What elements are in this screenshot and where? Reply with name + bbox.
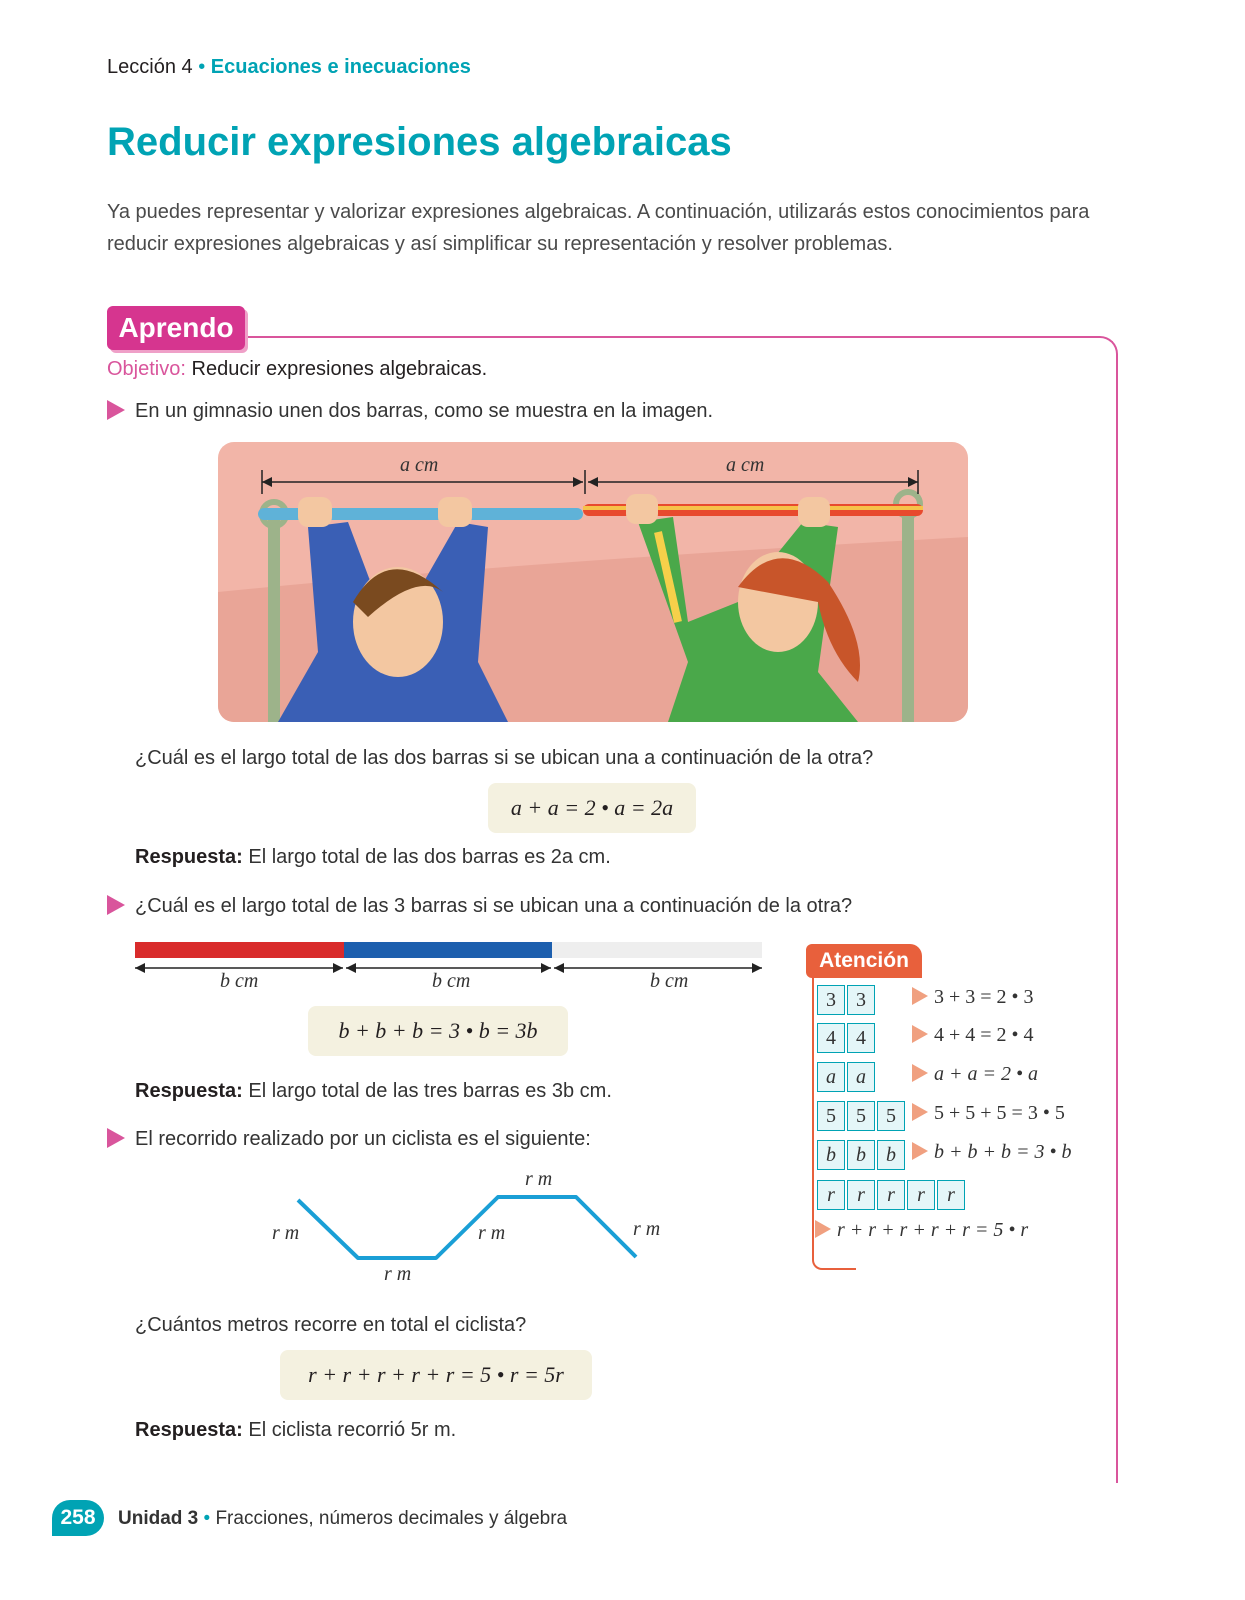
problem1-equation: a + a = 2 • a = 2a (488, 783, 696, 833)
atencion-row-5-equation: b + b + b = 3 • b (912, 1141, 1072, 1164)
cyclist-path-svg (290, 1190, 650, 1270)
lesson-breadcrumb (107, 56, 471, 79)
bar-label-b-1: b cm (220, 970, 259, 992)
red-bar (135, 942, 344, 958)
atencion-row-1-equation: 3 + 3 = 2 • 3 (912, 986, 1034, 1009)
unit-title: Fracciones, números decimales y álgebra (215, 1508, 568, 1529)
cell: 5 (877, 1101, 905, 1131)
problem1-statement (107, 400, 713, 423)
path-label-1: r m (272, 1222, 300, 1244)
atencion-row-6-equation: r + r + r + r + r = 5 • r (815, 1219, 1028, 1242)
atencion-row-1-cells (817, 985, 877, 1015)
bar-label-b-2: b cm (432, 970, 471, 992)
objective-label: Objetivo: (107, 358, 186, 380)
cell: r (817, 1180, 845, 1210)
cell: a (847, 1062, 875, 1092)
answer-text: El largo total de las dos barras es 2a cm. (248, 846, 611, 868)
bar-label-2: a cm (726, 454, 765, 476)
answer-text: El largo total de las tres barras es 3b cm. (248, 1080, 612, 1102)
arrow-icon (815, 1220, 831, 1238)
atencion-row-4-equation: 5 + 5 + 5 = 3 • 5 (912, 1102, 1065, 1125)
atencion-row-2-equation: 4 + 4 = 2 • 4 (912, 1024, 1034, 1047)
intro-paragraph: Ya puedes representar y valorizar expresiones algebraicas. A continuación, utilizarás estos conocimientos para reducir expresiones algebraicas y así simplificar su representación y resolver problemas. (107, 201, 1090, 255)
cell: 5 (817, 1101, 845, 1131)
blue-bar (344, 942, 552, 958)
atencion-row-2-cells (817, 1023, 877, 1053)
problem2-equation: b + b + b = 3 • b = 3b (308, 1006, 568, 1056)
answer-label: Respuesta: (135, 846, 243, 868)
arrow-icon (912, 1142, 928, 1160)
lesson-topic: Ecuaciones e inecuaciones (210, 56, 471, 78)
cell: 3 (817, 985, 845, 1015)
arrow-icon (912, 987, 928, 1005)
cell: r (937, 1180, 965, 1210)
cell: 4 (817, 1023, 845, 1053)
problem2-question-text: ¿Cuál es el largo total de las 3 barras si se ubican una a continuación de la otra? (135, 895, 853, 917)
aprendo-badge: Aprendo (107, 306, 245, 350)
objective (107, 358, 487, 381)
answer-label: Respuesta: (135, 1419, 243, 1441)
gym-bars-svg (218, 442, 968, 722)
separator-dot: • (198, 56, 206, 78)
page-title: Reducir expresiones algebraicas (107, 120, 732, 164)
bar-label-1: a cm (400, 454, 439, 476)
separator-dot: • (203, 1508, 211, 1529)
cell: b (817, 1140, 845, 1170)
bullet-arrow-icon (107, 895, 125, 915)
cell: b (847, 1140, 875, 1170)
atencion-title: Atención (806, 944, 922, 978)
problem3-question: ¿Cuántos metros recorre en total el ciclista? (135, 1314, 527, 1336)
page-number: 258 (52, 1500, 104, 1536)
arrow-icon (912, 1103, 928, 1121)
white-bar (552, 942, 762, 958)
objective-text: Reducir expresiones algebraicas. (191, 358, 488, 380)
path-label-2: r m (384, 1263, 412, 1285)
path-label-3: r m (478, 1222, 506, 1244)
problem1-question: ¿Cuál es el largo total de las dos barras si se ubican una a continuación de la otra? (135, 747, 874, 769)
problem3-statement-text: El recorrido realizado por un ciclista es el siguiente: (135, 1128, 591, 1150)
path-label-5: r m (633, 1218, 661, 1240)
problem3-statement (107, 1128, 591, 1151)
arrow-icon (912, 1064, 928, 1082)
problem1-answer (135, 846, 611, 869)
atencion-row-6-cells (817, 1180, 967, 1210)
bar-label-b-3: b cm (650, 970, 689, 992)
cell: 4 (847, 1023, 875, 1053)
problem1-statement-text: En un gimnasio unen dos barras, como se muestra en la imagen. (135, 400, 714, 422)
arrow-icon (912, 1025, 928, 1043)
bullet-arrow-icon (107, 1128, 125, 1148)
bullet-arrow-icon (107, 400, 125, 420)
cell: 5 (847, 1101, 875, 1131)
problem2-answer (135, 1080, 612, 1103)
answer-label: Respuesta: (135, 1080, 243, 1102)
problem3-equation: r + r + r + r + r = 5 • r = 5r (280, 1350, 592, 1400)
atencion-row-3-equation: a + a = 2 • a (912, 1063, 1038, 1086)
cell: r (847, 1180, 875, 1210)
atencion-row-5-cells (817, 1140, 907, 1170)
cyclist-path-diagram (290, 1190, 650, 1270)
problem3-answer (135, 1419, 456, 1442)
footer-unit (118, 1508, 567, 1530)
path-label-4: r m (525, 1168, 553, 1190)
answer-text: El ciclista recorrió 5r m. (248, 1419, 457, 1441)
atencion-row-3-cells (817, 1062, 877, 1092)
cell: r (877, 1180, 905, 1210)
atencion-row-4-cells (817, 1101, 907, 1131)
gym-bars-illustration (218, 442, 968, 722)
problem2-question (107, 895, 852, 918)
cell: r (907, 1180, 935, 1210)
unit-label: Unidad 3 (118, 1508, 199, 1529)
cell: 3 (847, 985, 875, 1015)
cell: a (817, 1062, 845, 1092)
lesson-number: Lección 4 (107, 56, 193, 78)
cell: b (877, 1140, 905, 1170)
